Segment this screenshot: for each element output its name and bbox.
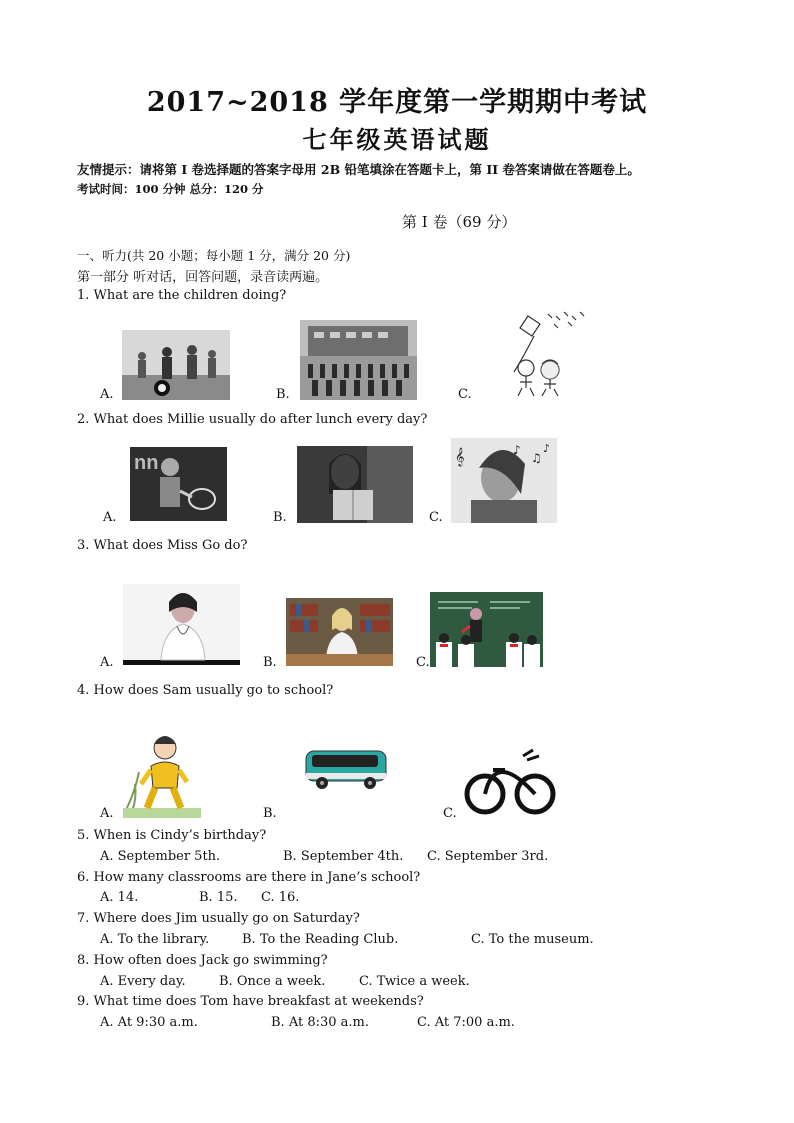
exam-time-score: 考试时间：100 分钟 总分：120 分	[77, 182, 264, 196]
q3-option-b: B.	[263, 655, 277, 670]
svg-text:nn: nn	[134, 452, 159, 474]
question-1: 1. What are the children doing?	[77, 288, 287, 303]
soccer-photo	[122, 330, 230, 400]
bicycle-image	[463, 742, 557, 818]
question-8: 8. How often does Jack go swimming?	[77, 953, 328, 968]
bus-image	[302, 745, 390, 793]
q2-option-a: A.	[103, 510, 117, 525]
q9-option-c: C. At 7:00 a.m.	[417, 1015, 515, 1030]
walking-boy-cartoon	[123, 728, 201, 818]
q4-option-a: A.	[100, 806, 114, 821]
exam-tip: 友情提示：请将第 I 卷选择题的答案字母用 2B 铅笔填涂在答题卡上，第 II 卷答案请做在答题卷上。	[77, 162, 640, 177]
q5-option-c: C. September 3rd.	[427, 849, 549, 864]
q8-option-c: C. Twice a week.	[359, 974, 470, 989]
question-4: 4. How does Sam usually go to school?	[77, 683, 334, 698]
q6-option-c: C. 16.	[261, 890, 300, 905]
q7-option-c: C. To the museum.	[471, 932, 594, 947]
q8-option-a: A. Every day.	[100, 974, 186, 989]
exam-title: 2017~2018 学年度第一学期期中考试	[146, 87, 648, 118]
kite-kids-drawing	[478, 308, 590, 400]
q1-option-b: B.	[276, 387, 290, 402]
q6-option-a: A. 14.	[100, 890, 139, 905]
librarian-photo	[286, 598, 393, 666]
svg-text:♪: ♪	[513, 443, 521, 457]
section-title: 第 I 卷（69 分）	[402, 213, 517, 231]
q9-option-b: B. At 8:30 a.m.	[271, 1015, 370, 1030]
teacher-classroom-photo	[430, 592, 543, 667]
question-9: 9. What time does Tom have breakfast at weekends?	[77, 994, 424, 1009]
doctor-photo	[123, 584, 240, 665]
q3-option-c: C.	[416, 655, 430, 670]
part-intro: 第一部分 听对话，回答问题，录音读两遍。	[77, 270, 329, 285]
q4-option-c: C.	[443, 806, 457, 821]
svg-text:♫: ♫	[531, 451, 542, 465]
q5-option-a: A. September 5th.	[100, 849, 221, 864]
q7-option-a: A. To the library.	[100, 932, 210, 947]
q8-option-b: B. Once a week.	[219, 974, 326, 989]
q3-option-a: A.	[100, 655, 114, 670]
q1-option-c: C.	[458, 387, 472, 402]
question-5: 5. When is Cindy’s birthday?	[77, 828, 267, 843]
q5-option-b: B. September 4th.	[283, 849, 404, 864]
svg-text:♪: ♪	[543, 442, 551, 455]
svg-text:𝄞: 𝄞	[455, 447, 465, 466]
q7-option-b: B. To the Reading Club.	[242, 932, 399, 947]
q4-option-b: B.	[263, 806, 277, 821]
part-heading: 一、听力(共 20 小题；每小题 1 分，满分 20 分)	[77, 248, 351, 263]
q2-option-b: B.	[273, 510, 287, 525]
q1-option-a: A.	[100, 387, 114, 402]
question-6: 6. How many classrooms are there in Jane’s school?	[77, 870, 421, 885]
q6-option-b: B. 15.	[199, 890, 238, 905]
q2-option-c: C.	[429, 510, 443, 525]
tennis-player-photo	[130, 447, 227, 521]
q9-option-a: A. At 9:30 a.m.	[100, 1015, 198, 1030]
school-exercise-photo	[300, 320, 417, 400]
exam-subtitle: 七年级英语试题	[302, 125, 492, 154]
question-2: 2. What does Millie usually do after lunch every day?	[77, 412, 428, 427]
question-3: 3. What does Miss Go do?	[77, 538, 248, 553]
question-7: 7. Where does Jim usually go on Saturday?	[77, 911, 360, 926]
music-listener-photo	[451, 438, 557, 523]
reading-girl-photo	[297, 446, 413, 523]
